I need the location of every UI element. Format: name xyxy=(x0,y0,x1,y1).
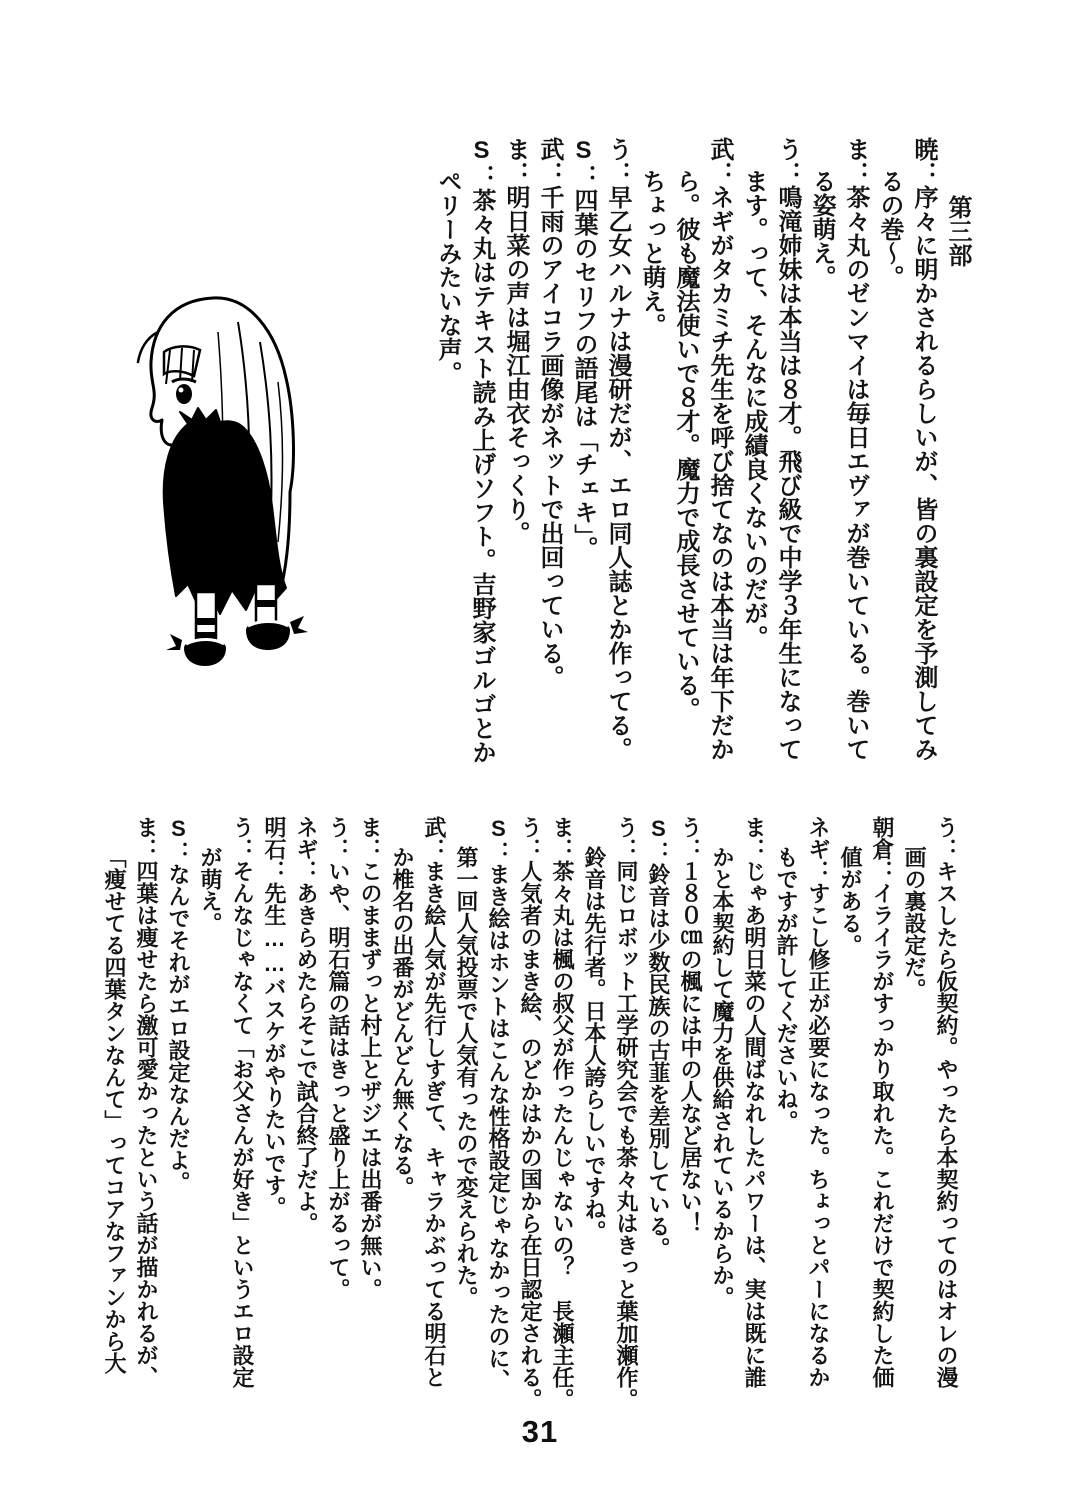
text-column: 値がある。 xyxy=(838,845,863,956)
text-column: 画の裏設定だ。 xyxy=(902,845,927,1000)
text-column: ま：じゃあ明日菜の人間ばなれしたパワーは、実は既に誰 xyxy=(742,816,767,1388)
text-column: ます。って、そんなに成績良くないのだが。 xyxy=(740,169,767,650)
text-column: 武：まき絵人気が先行しすぎて、キャラかぶってる明石と xyxy=(422,816,447,1388)
top-text-block xyxy=(430,137,974,764)
text-column: 武：ネギがタカミチ先生を呼び捨てなのは本当は年下だか xyxy=(706,137,733,761)
text-column: う：１８０㎝の楓には中の人など居ない！ xyxy=(678,816,703,1234)
text-column: 武：千雨のアイコラ画像がネットで出回っている。 xyxy=(536,137,563,689)
text-column: 「痩せてる四葉タンなんて」ってコアなファンから大 xyxy=(102,845,127,1374)
text-column: う：同じロボット工学研究会でも茶々丸はきっと葉加瀬作。 xyxy=(614,816,639,1410)
text-column: う：早乙女ハルナは漫研だが、エロ同人誌とか作ってる。 xyxy=(604,137,631,761)
text-column: う：いや、明石篇の話はきっと盛り上がるって。 xyxy=(326,816,351,1300)
text-column: ネギ：すこし修正が必要になった。ちょっとパーになるか xyxy=(806,816,831,1388)
text-column: 第一回人気投票で人気有ったので変えられた。 xyxy=(454,845,479,1308)
text-column: ちょっと萌え。 xyxy=(638,169,665,338)
text-column: ま：四葉は痩せたら激可愛かったという話が描かれるが、 xyxy=(134,816,159,1388)
text-column: ら。彼も魔法使いで８才。魔力で成長させている。 xyxy=(672,169,699,722)
text-column: か椎名の出番がどんどん無くなる。 xyxy=(390,845,415,1198)
text-column: 鈴音は先行者。日本人誇らしいですね。 xyxy=(582,845,607,1242)
text-column: う：キスしたら仮契約。やったら本契約ってのはオレの漫 xyxy=(934,816,959,1388)
text-column: S：まき絵はホントはこんな性格設定じゃなかったのに、 xyxy=(486,816,511,1391)
text-column: もですが許してくださいね。 xyxy=(774,845,799,1132)
text-column: ま：茶々丸は楓の叔父が作ったんじゃないの？ 長瀬主任。 xyxy=(550,816,575,1410)
text-column: う：人気者のまき絵、のどかはかの国から在日認定される。 xyxy=(518,816,543,1410)
text-column: ま：明日菜の声は堀江由衣そっくり。 xyxy=(502,137,529,545)
text-column: かと本契約して魔力を供給されているからか。 xyxy=(710,845,735,1308)
character-illustration xyxy=(118,292,323,667)
text-column: ペリーみたいな声。 xyxy=(434,169,461,386)
text-column: 明石：先生……バスケがやりたいです。 xyxy=(262,816,287,1218)
text-column: S：茶々丸はテキスト読み上げソフト。吉野家ゴルゴとか xyxy=(468,137,495,764)
text-column: 暁：序々に明かされるらしいが、皆の裏設定を予測してみ xyxy=(910,137,937,761)
page-number: 31 xyxy=(521,1414,559,1449)
text-column: ま：茶々丸のゼンマイは毎日エヴァが巻いている。巻いて xyxy=(842,137,869,761)
text-column: S：鈴音は少数民族の古韮を差別している。 xyxy=(646,816,671,1259)
text-column: 朝倉：イライラがすっかり取れた。これだけで契約した価 xyxy=(870,816,895,1388)
text-column: 第三部 xyxy=(944,194,971,267)
bottom-text-block xyxy=(98,816,962,1410)
text-column: る姿萌え。 xyxy=(808,169,835,290)
text-column: ま：このままずっと村上とザジエは出番が無い。 xyxy=(358,816,383,1300)
text-column: S：四葉のセリフの語尾は「チェキ」。 xyxy=(570,137,597,560)
text-column: S：なんでそれがエロ設定なんだよ。 xyxy=(166,816,191,1193)
text-column: う：そんなじゃなくて「お父さんが好き」というエロ設定 xyxy=(230,816,255,1388)
chibi-girl-illustration xyxy=(118,292,323,667)
text-column: るの巻～。 xyxy=(876,169,903,290)
text-column: ネギ：あきらめたらそこで試合終了だよ。 xyxy=(294,816,319,1234)
text-column: う：鳴滝姉妹は本当は８才。飛び級で中学３年生になって xyxy=(774,137,801,761)
text-column: が萌え。 xyxy=(198,845,223,934)
